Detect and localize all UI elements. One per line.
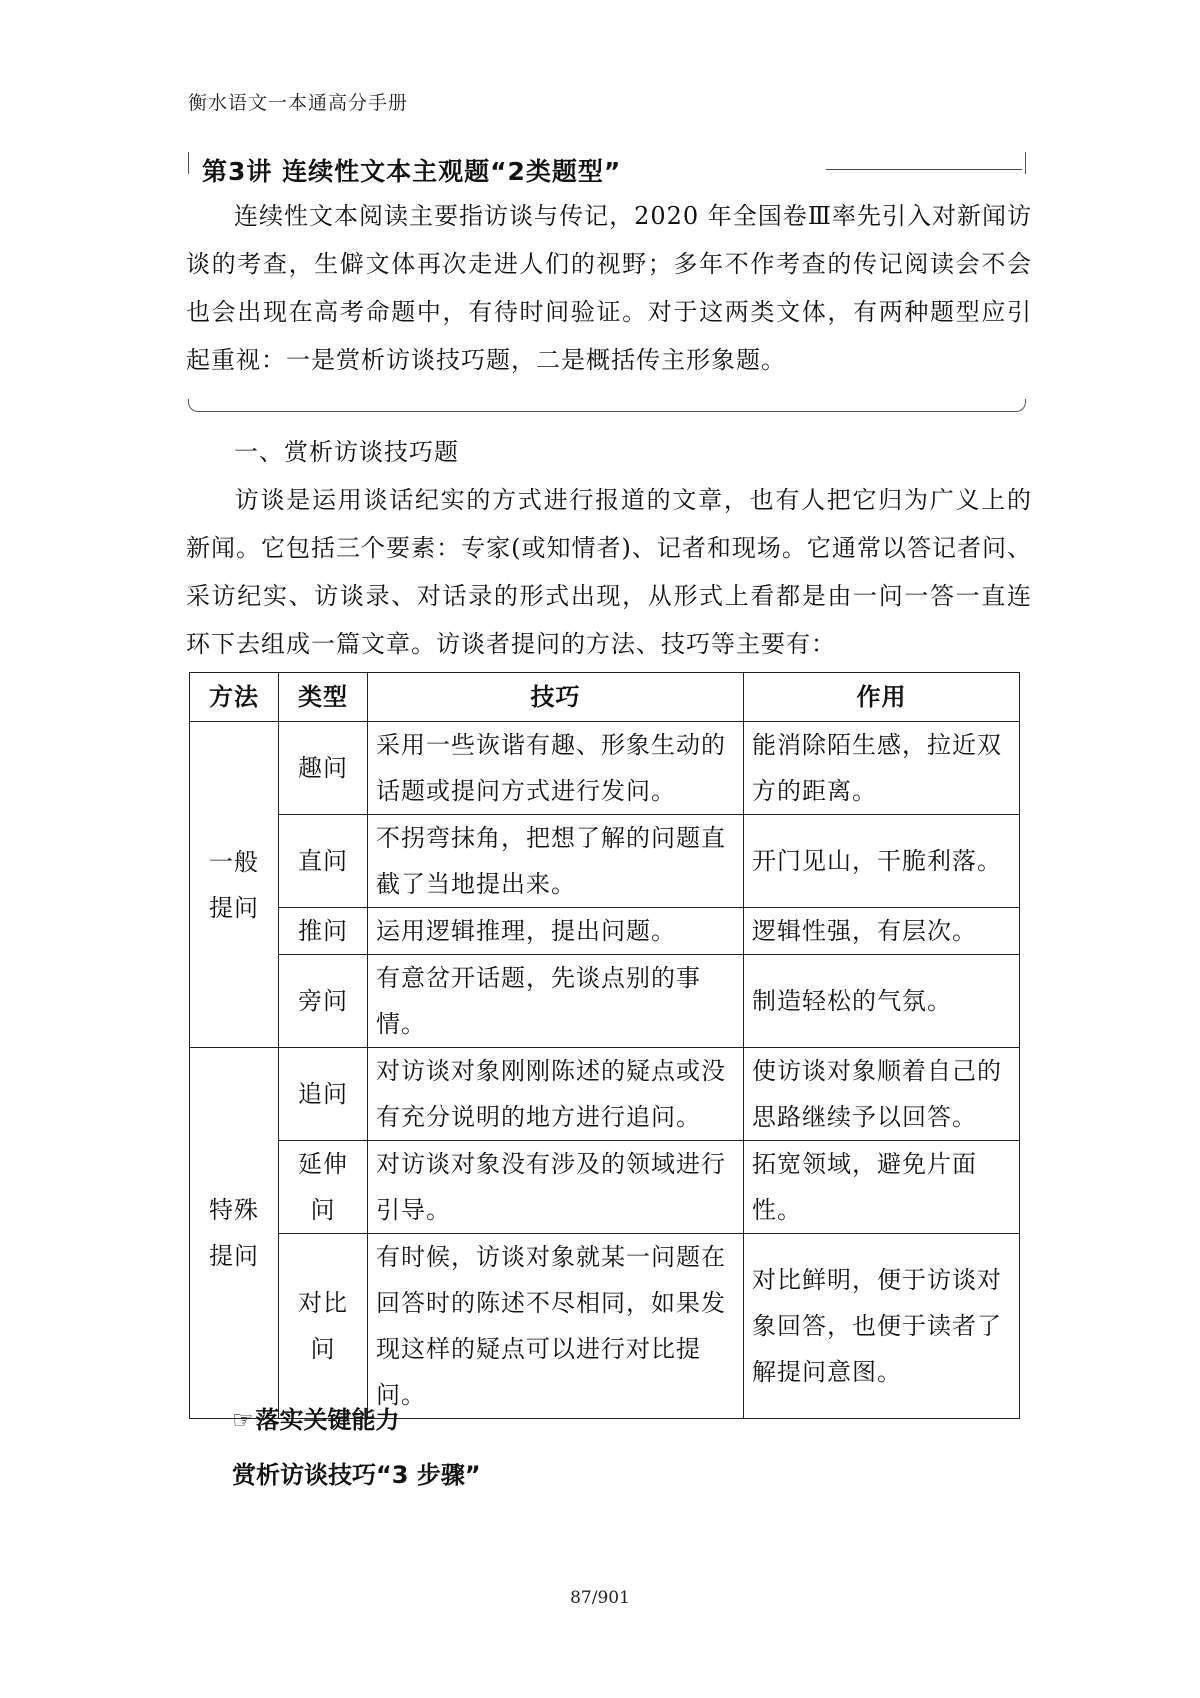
technique-cell: 有意岔开话题，先谈点别的事情。	[368, 955, 744, 1048]
lecture-title: 第3讲 连续性文本主观题“2类题型”	[202, 157, 622, 186]
effect-cell: 使访谈对象顺着自己的思路继续予以回答。	[744, 1048, 1020, 1141]
type-cell: 趣问	[279, 722, 368, 815]
intro-paragraph: 连续性文本阅读主要指访谈与传记，2020 年全国卷Ⅲ率先引入对新闻访谈的考查，生僻文体再次走进人们的视野；多年不作考查的传记阅读会不会也会出现在高考命题中，有待时间验证。对于这两类文体，有两种题型应引起重视：一是赏析访谈技巧题，二是概括传主形象题。	[186, 202, 1032, 374]
table-row	[190, 908, 1020, 955]
key-ability-heading: ☞落实关键能力	[232, 1406, 400, 1434]
table-row	[190, 955, 1020, 1048]
type-cell: 延伸问	[279, 1141, 368, 1234]
effect-cell: 拓宽领域，避免片面性。	[744, 1141, 1020, 1234]
header-type: 类型	[279, 673, 368, 722]
table-row	[190, 722, 1020, 815]
table-header-row	[190, 673, 1020, 722]
header-method: 方法	[190, 673, 279, 722]
effect-cell: 开门见山，干脆利落。	[744, 815, 1020, 908]
table-row	[190, 815, 1020, 908]
type-cell: 旁问	[279, 955, 368, 1048]
type-cell: 追问	[279, 1048, 368, 1141]
method-cell: 一般提问	[190, 722, 279, 1048]
method-cell: 特殊提问	[190, 1048, 279, 1419]
technique-cell: 不拐弯抹角，把想了解的问题直截了当地提出来。	[368, 815, 744, 908]
technique-cell: 运用逻辑推理，提出问题。	[368, 908, 744, 955]
type-cell: 对比问	[279, 1234, 368, 1419]
effect-cell: 逻辑性强，有层次。	[744, 908, 1020, 955]
table-row	[190, 1048, 1020, 1141]
technique-cell: 有时候，访谈对象就某一问题在回答时的陈述不尽相同，如果发现这样的疑点可以进行对比提问。	[368, 1234, 744, 1419]
table-row	[190, 1234, 1020, 1419]
effect-cell: 能消除陌生感，拉近双方的距离。	[744, 722, 1020, 815]
page-number: 87/901	[570, 1588, 630, 1608]
technique-cell: 对访谈对象刚刚陈述的疑点或没有充分说明的地方进行追问。	[368, 1048, 744, 1141]
header-effect: 作用	[744, 673, 1020, 722]
steps-heading: 赏析访谈技巧“3 步骤”	[232, 1461, 481, 1489]
header-technique: 技巧	[368, 673, 744, 722]
section-paragraph: 访谈是运用谈话纪实的方式进行报道的文章，也有人把它归为广义上的新闻。它包括三个要素：专家(或知情者)、记者和现场。它通常以答记者问、采访纪实、访谈录、对话录的形式出现，从形式上看都是由一问一答一直连环下去组成一篇文章。访谈者提问的方法、技巧等主要有：	[186, 486, 1032, 658]
interview-techniques-table	[189, 672, 1020, 1419]
technique-cell: 对访谈对象没有涉及的领域进行引导。	[368, 1141, 744, 1234]
effect-cell: 对比鲜明，便于访谈对象回答，也便于读者了解提问意图。	[744, 1234, 1020, 1419]
pointing-hand-icon: ☞	[232, 1406, 254, 1434]
book-header: 衡水语文一本通高分手册	[188, 92, 409, 114]
table-row	[190, 1141, 1020, 1234]
type-cell: 直问	[279, 815, 368, 908]
effect-cell: 制造轻松的气氛。	[744, 955, 1020, 1048]
technique-cell: 采用一些诙谐有趣、形象生动的话题或提问方式进行发问。	[368, 722, 744, 815]
section-heading: 一、赏析访谈技巧题	[234, 438, 459, 466]
type-cell: 推问	[279, 908, 368, 955]
